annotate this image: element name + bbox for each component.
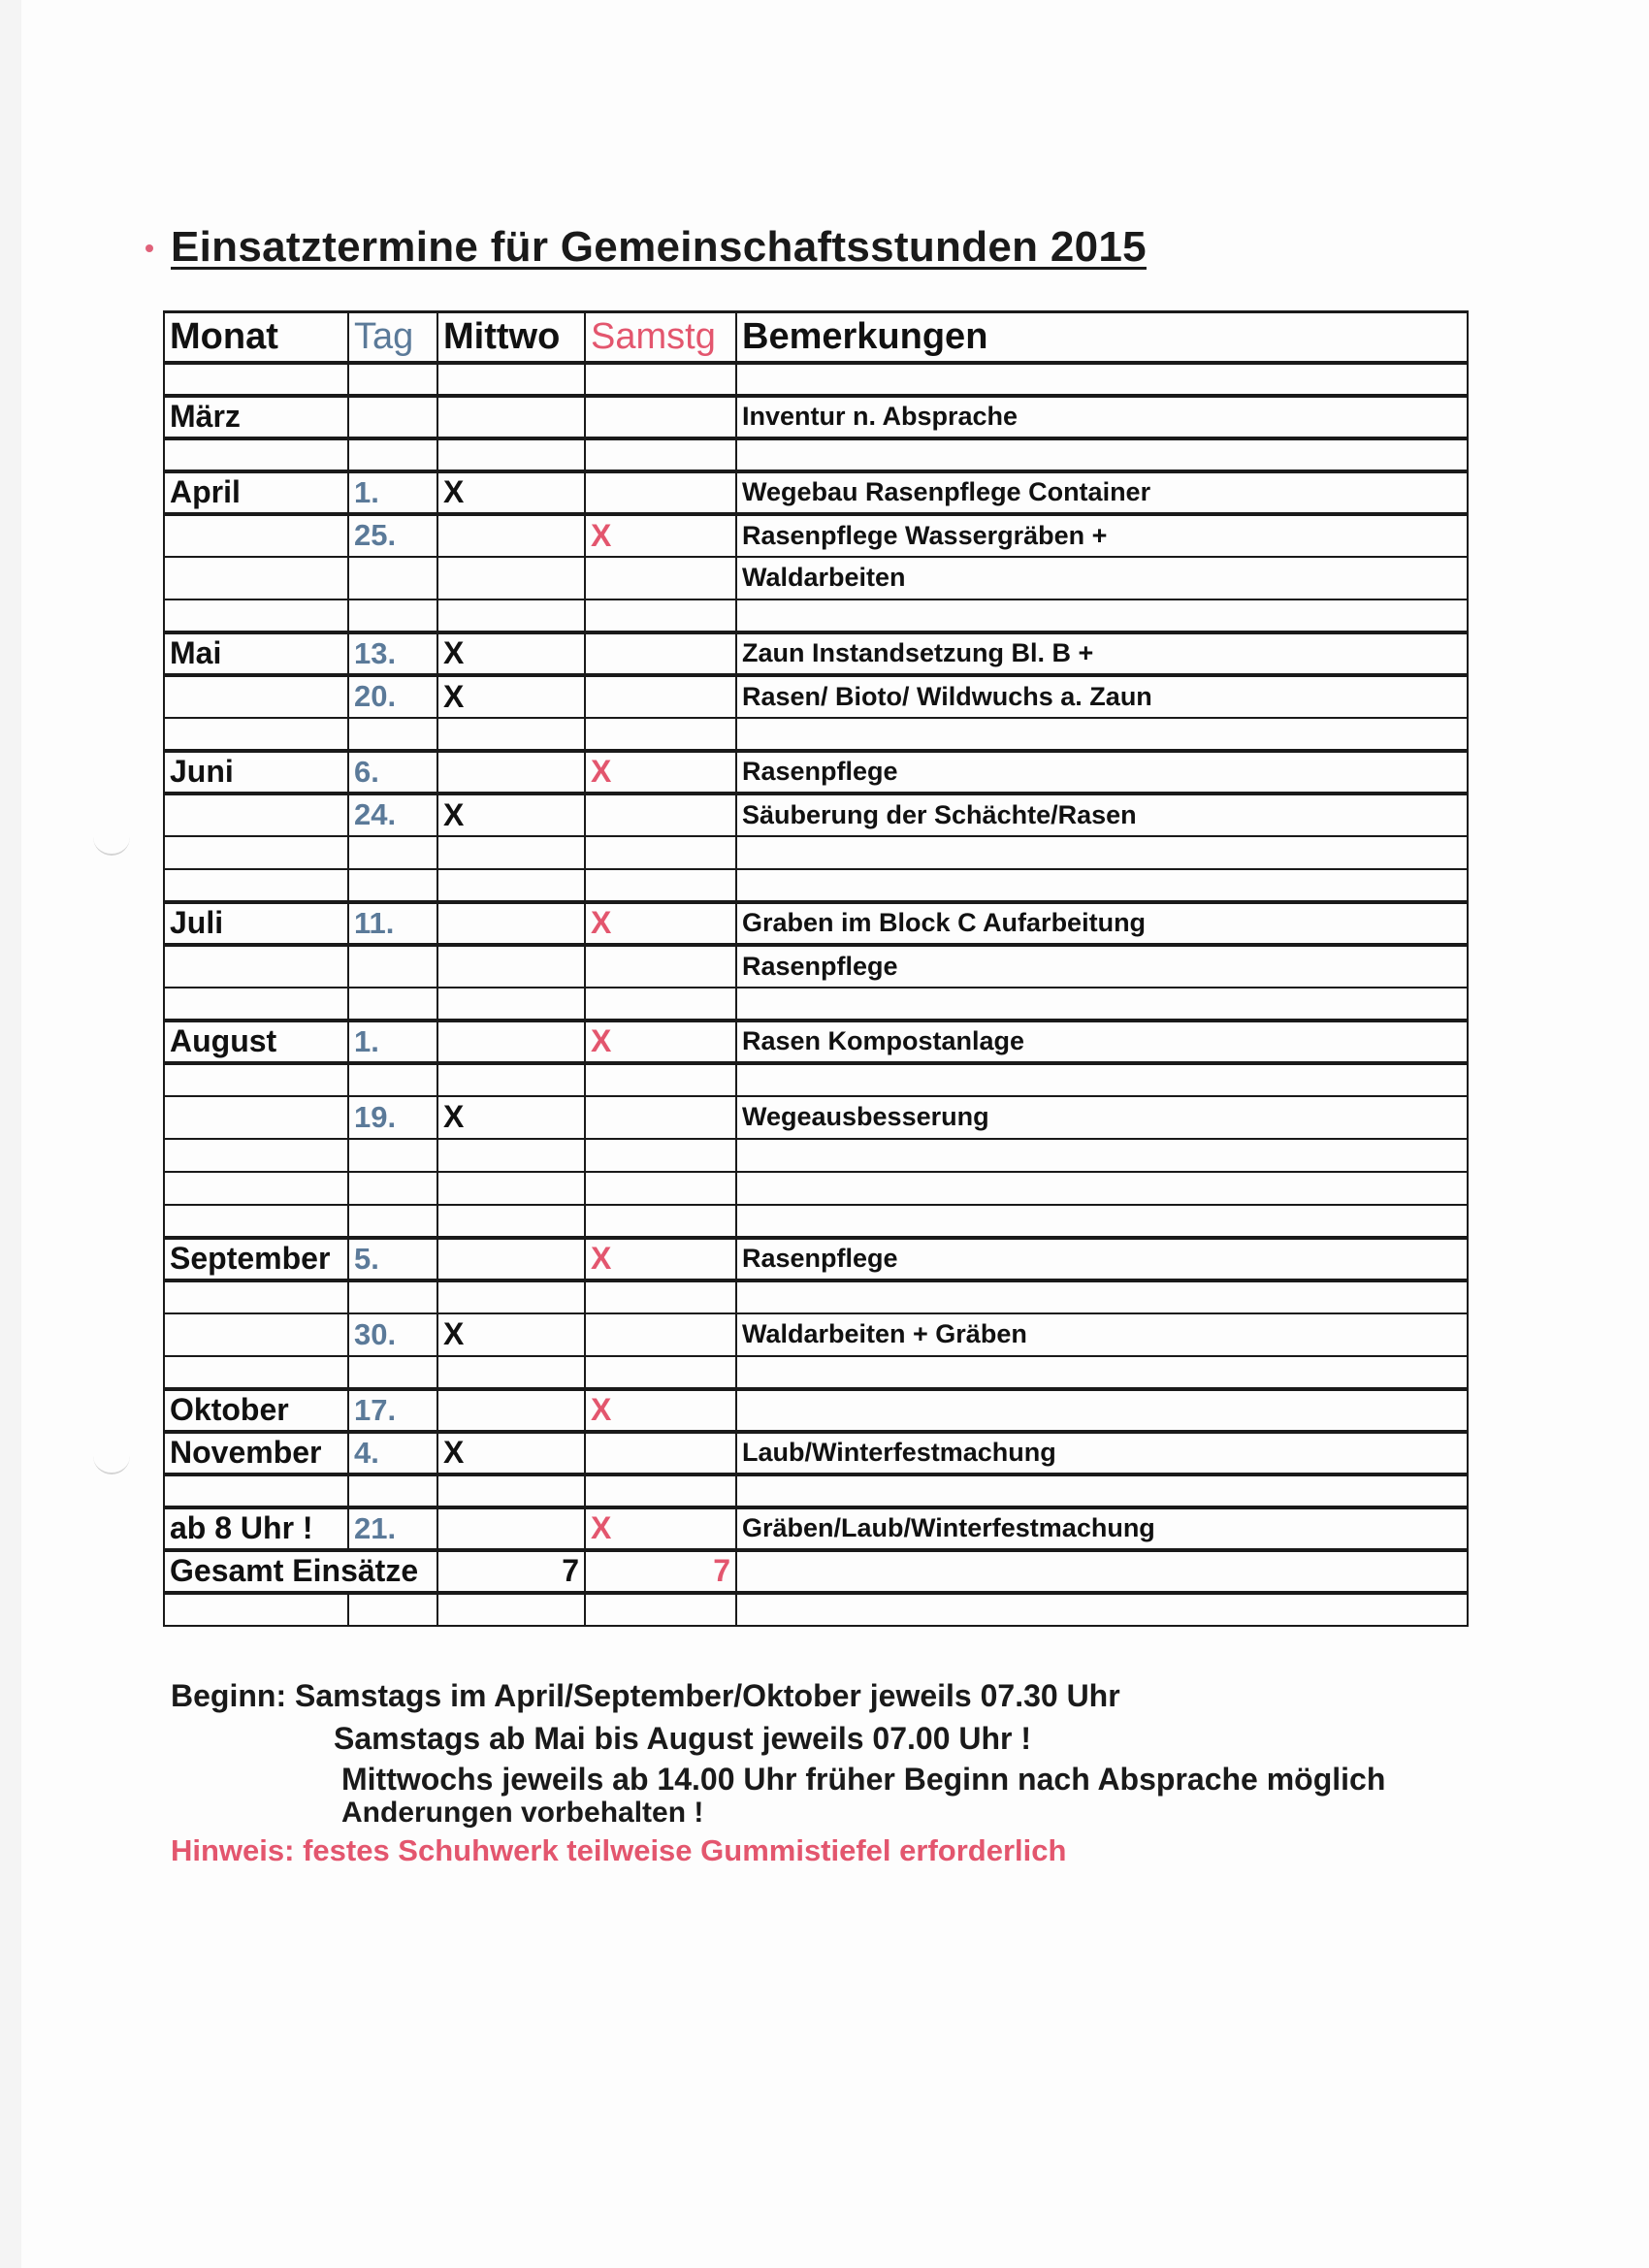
day-cell <box>348 396 437 438</box>
wednesday-mark-cell: X <box>437 632 585 675</box>
header-tag: Tag <box>348 312 437 363</box>
saturday-mark-cell <box>585 1313 736 1356</box>
wednesday-mark-cell <box>437 751 585 794</box>
remark-cell: Laub/Winterfestmachung <box>736 1432 1468 1474</box>
remark-cell <box>736 718 1468 751</box>
schedule-table <box>163 310 1469 1627</box>
remark-cell: Graben im Block C Aufarbeitung <box>736 902 1468 945</box>
saturday-mark-cell: X <box>585 1507 736 1550</box>
month-cell <box>164 438 348 471</box>
day-cell: 5. <box>348 1238 437 1280</box>
table-row <box>164 945 1468 988</box>
remark-cell: Gräben/Laub/Winterfestmachung <box>736 1507 1468 1550</box>
remark-cell <box>736 363 1468 396</box>
day-cell: 6. <box>348 751 437 794</box>
saturday-mark-cell: X <box>585 902 736 945</box>
month-cell <box>164 1096 348 1139</box>
wednesday-mark-cell: X <box>437 1432 585 1474</box>
month-cell <box>164 675 348 718</box>
day-cell: 20. <box>348 675 437 718</box>
saturday-mark-cell <box>585 836 736 869</box>
remark-cell <box>736 599 1468 632</box>
saturday-mark-cell: X <box>585 1021 736 1063</box>
saturday-mark-cell <box>585 1432 736 1474</box>
saturday-mark-cell <box>585 794 736 836</box>
footer-beginn-line-4: Anderungen vorbehalten ! <box>341 1797 704 1829</box>
month-cell: Juli <box>164 902 348 945</box>
month-cell <box>164 1313 348 1356</box>
remark-cell: Wegeausbesserung <box>736 1096 1468 1139</box>
month-cell <box>164 718 348 751</box>
saturday-mark-cell <box>585 363 736 396</box>
day-cell: 25. <box>348 514 437 557</box>
total-remark-cell <box>736 1550 1468 1593</box>
table-row <box>164 1474 1468 1507</box>
month-cell <box>164 1063 348 1096</box>
saturday-mark-cell <box>585 1096 736 1139</box>
remark-cell: Rasenpflege Wassergräben + <box>736 514 1468 557</box>
month-cell <box>164 1280 348 1313</box>
header-bemerkungen: Bemerkungen <box>736 312 1468 363</box>
month-cell <box>164 514 348 557</box>
table-row <box>164 1063 1468 1096</box>
saturday-mark-cell <box>585 869 736 902</box>
table-row <box>164 675 1468 718</box>
wednesday-mark-cell <box>437 1238 585 1280</box>
remark-cell: Waldarbeiten + Gräben <box>736 1313 1468 1356</box>
wednesday-mark-cell <box>437 1021 585 1063</box>
remark-cell <box>736 836 1468 869</box>
month-cell <box>164 1356 348 1389</box>
day-cell <box>348 1139 437 1172</box>
day-cell: 30. <box>348 1313 437 1356</box>
saturday-mark-cell: X <box>585 751 736 794</box>
saturday-mark-cell <box>585 945 736 988</box>
day-cell: 24. <box>348 794 437 836</box>
saturday-mark-cell <box>585 1139 736 1172</box>
remark-cell <box>736 1356 1468 1389</box>
saturday-mark-cell <box>585 471 736 514</box>
month-cell <box>164 869 348 902</box>
table-row <box>164 599 1468 632</box>
table-row <box>164 557 1468 599</box>
month-cell: September <box>164 1238 348 1280</box>
remark-cell: Zaun Instandsetzung Bl. B + <box>736 632 1468 675</box>
saturday-mark-cell: X <box>585 1389 736 1432</box>
page-title: Einsatztermine für Gemeinschaftsstunden 2015 <box>171 223 1147 271</box>
wednesday-mark-cell: X <box>437 1096 585 1139</box>
table-row <box>164 363 1468 396</box>
table-row <box>164 836 1468 869</box>
empty-cell <box>585 1593 736 1626</box>
wednesday-mark-cell <box>437 988 585 1021</box>
wednesday-mark-cell <box>437 1172 585 1205</box>
wednesday-mark-cell <box>437 836 585 869</box>
header-mittwoch: Mittwo <box>437 312 585 363</box>
wednesday-mark-cell <box>437 514 585 557</box>
table-row <box>164 1172 1468 1205</box>
wednesday-mark-cell <box>437 1205 585 1238</box>
table-row <box>164 396 1468 438</box>
table-row <box>164 1356 1468 1389</box>
scan-edge-left <box>0 0 21 2268</box>
month-cell <box>164 945 348 988</box>
empty-cell <box>348 1593 437 1626</box>
empty-cell <box>164 1593 348 1626</box>
month-cell <box>164 1205 348 1238</box>
remark-cell: Rasenpflege <box>736 1238 1468 1280</box>
remark-cell <box>736 1063 1468 1096</box>
wednesday-mark-cell <box>437 1474 585 1507</box>
header-samstag: Samstg <box>585 312 736 363</box>
day-cell <box>348 836 437 869</box>
wednesday-mark-cell <box>437 438 585 471</box>
table-header-row <box>164 312 1468 363</box>
remark-cell <box>736 1172 1468 1205</box>
table-row <box>164 869 1468 902</box>
remark-cell <box>736 988 1468 1021</box>
saturday-mark-cell <box>585 1356 736 1389</box>
day-cell <box>348 869 437 902</box>
wednesday-mark-cell <box>437 557 585 599</box>
wednesday-mark-cell <box>437 396 585 438</box>
month-cell: August <box>164 1021 348 1063</box>
table-row <box>164 471 1468 514</box>
month-cell: Juni <box>164 751 348 794</box>
wednesday-mark-cell: X <box>437 471 585 514</box>
month-cell <box>164 599 348 632</box>
day-cell: 1. <box>348 1021 437 1063</box>
punch-hole-mark <box>93 834 130 856</box>
wednesday-mark-cell: X <box>437 794 585 836</box>
wednesday-mark-cell: X <box>437 1313 585 1356</box>
wednesday-mark-cell <box>437 363 585 396</box>
wednesday-mark-cell <box>437 1063 585 1096</box>
saturday-mark-cell: X <box>585 514 736 557</box>
saturday-mark-cell <box>585 396 736 438</box>
table-row <box>164 632 1468 675</box>
saturday-mark-cell <box>585 718 736 751</box>
saturday-mark-cell <box>585 1205 736 1238</box>
day-cell <box>348 1172 437 1205</box>
month-cell: November <box>164 1432 348 1474</box>
footer-beginn-line-1: Beginn: Samstags im April/September/Oktober jeweils 07.30 Uhr <box>171 1678 1120 1713</box>
day-cell <box>348 718 437 751</box>
wednesday-mark-cell <box>437 869 585 902</box>
day-cell: 11. <box>348 902 437 945</box>
day-cell: 4. <box>348 1432 437 1474</box>
remark-cell <box>736 438 1468 471</box>
table-row <box>164 988 1468 1021</box>
title-bullet-mark <box>146 244 153 252</box>
saturday-mark-cell <box>585 599 736 632</box>
day-cell <box>348 1356 437 1389</box>
header-monat: Monat <box>164 312 348 363</box>
remark-cell <box>736 1139 1468 1172</box>
day-cell <box>348 1280 437 1313</box>
saturday-mark-cell <box>585 1063 736 1096</box>
month-cell <box>164 988 348 1021</box>
month-cell: April <box>164 471 348 514</box>
saturday-mark-cell <box>585 675 736 718</box>
table-row <box>164 1139 1468 1172</box>
table-row <box>164 1280 1468 1313</box>
remark-cell <box>736 1280 1468 1313</box>
table-row <box>164 514 1468 557</box>
month-cell: Mai <box>164 632 348 675</box>
saturday-mark-cell <box>585 1172 736 1205</box>
table-row <box>164 1021 1468 1063</box>
table-row <box>164 1432 1468 1474</box>
wednesday-mark-cell: X <box>437 675 585 718</box>
month-cell <box>164 363 348 396</box>
month-cell <box>164 794 348 836</box>
day-cell <box>348 945 437 988</box>
day-cell <box>348 438 437 471</box>
saturday-mark-cell: X <box>585 1238 736 1280</box>
day-cell: 21. <box>348 1507 437 1550</box>
day-cell <box>348 557 437 599</box>
table-row <box>164 751 1468 794</box>
saturday-mark-cell <box>585 557 736 599</box>
day-cell <box>348 1063 437 1096</box>
wednesday-mark-cell <box>437 718 585 751</box>
footer-beginn-line-3: Mittwochs jeweils ab 14.00 Uhr früher Beginn nach Absprache möglich <box>341 1762 1386 1797</box>
table-row <box>164 1389 1468 1432</box>
empty-cell <box>736 1593 1468 1626</box>
day-cell: 1. <box>348 471 437 514</box>
month-cell <box>164 1172 348 1205</box>
wednesday-mark-cell <box>437 1280 585 1313</box>
wednesday-mark-cell <box>437 1389 585 1432</box>
remark-cell: Rasenpflege <box>736 945 1468 988</box>
total-wednesday: 7 <box>437 1550 585 1593</box>
table-row <box>164 1593 1468 1626</box>
wednesday-mark-cell <box>437 1139 585 1172</box>
punch-hole-mark <box>93 1453 130 1474</box>
month-cell: Oktober <box>164 1389 348 1432</box>
month-cell <box>164 836 348 869</box>
wednesday-mark-cell <box>437 945 585 988</box>
remark-cell: Rasenpflege <box>736 751 1468 794</box>
empty-cell <box>437 1593 585 1626</box>
day-cell: 17. <box>348 1389 437 1432</box>
remark-cell: Inventur n. Absprache <box>736 396 1468 438</box>
remark-cell: Säuberung der Schächte/Rasen <box>736 794 1468 836</box>
day-cell <box>348 1474 437 1507</box>
wednesday-mark-cell <box>437 1507 585 1550</box>
month-cell: März <box>164 396 348 438</box>
total-row <box>164 1550 1468 1593</box>
wednesday-mark-cell <box>437 599 585 632</box>
saturday-mark-cell <box>585 632 736 675</box>
table-row <box>164 902 1468 945</box>
month-cell <box>164 1474 348 1507</box>
day-cell: 13. <box>348 632 437 675</box>
saturday-mark-cell <box>585 1474 736 1507</box>
table-row <box>164 1507 1468 1550</box>
month-cell <box>164 1139 348 1172</box>
table-row <box>164 1096 1468 1139</box>
saturday-mark-cell <box>585 1280 736 1313</box>
day-cell <box>348 363 437 396</box>
table-row <box>164 794 1468 836</box>
remark-cell <box>736 1474 1468 1507</box>
total-saturday: 7 <box>585 1550 736 1593</box>
remark-cell <box>736 1205 1468 1238</box>
wednesday-mark-cell <box>437 1356 585 1389</box>
table-row <box>164 1238 1468 1280</box>
remark-cell: Rasen/ Bioto/ Wildwuchs a. Zaun <box>736 675 1468 718</box>
month-cell <box>164 557 348 599</box>
footer-hinweis: Hinweis: festes Schuhwerk teilweise Gummistiefel erforderlich <box>171 1833 1067 1867</box>
total-label: Gesamt Einsätze <box>164 1550 437 1593</box>
remark-cell: Wegebau Rasenpflege Container <box>736 471 1468 514</box>
remark-cell <box>736 869 1468 902</box>
table-row <box>164 438 1468 471</box>
table-row <box>164 1205 1468 1238</box>
saturday-mark-cell <box>585 988 736 1021</box>
remark-cell: Rasen Kompostanlage <box>736 1021 1468 1063</box>
day-cell: 19. <box>348 1096 437 1139</box>
remark-cell: Waldarbeiten <box>736 557 1468 599</box>
saturday-mark-cell <box>585 438 736 471</box>
wednesday-mark-cell <box>437 902 585 945</box>
month-cell: ab 8 Uhr ! <box>164 1507 348 1550</box>
table-row <box>164 1313 1468 1356</box>
table-row <box>164 718 1468 751</box>
remark-cell <box>736 1389 1468 1432</box>
footer-beginn-line-2: Samstags ab Mai bis August jeweils 07.00 Uhr ! <box>334 1721 1032 1756</box>
day-cell <box>348 988 437 1021</box>
day-cell <box>348 1205 437 1238</box>
day-cell <box>348 599 437 632</box>
